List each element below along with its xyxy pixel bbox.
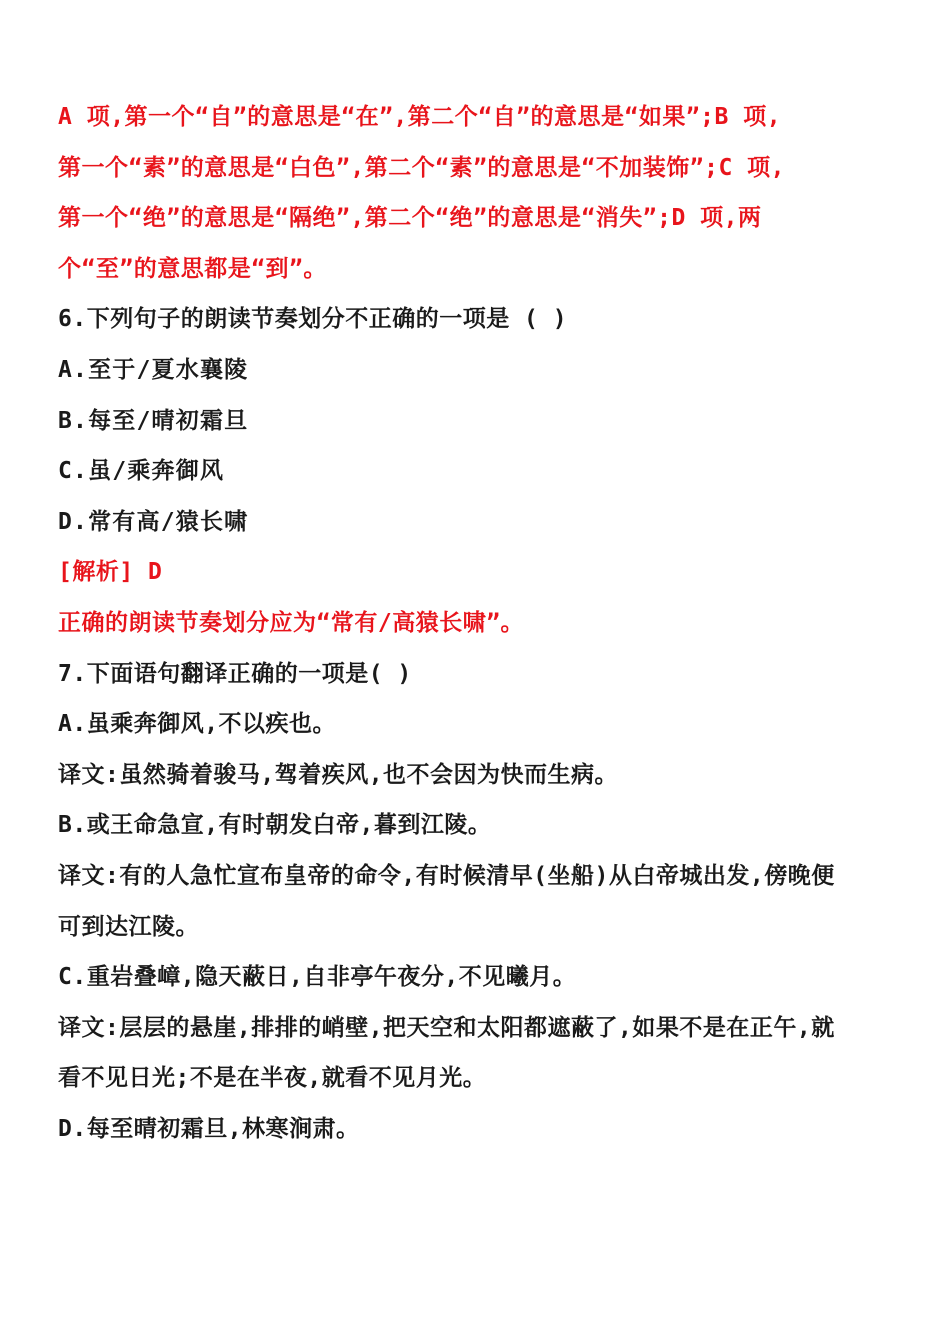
q7-option-b: B.或王命急宣,有时朝发白帝,暮到江陵。 xyxy=(58,812,492,839)
q6-analysis-text: 正确的朗读节奏划分应为“常有/高猿长啸”。 xyxy=(58,609,525,636)
q6-option-c: C.虽/乘奔御风 xyxy=(58,458,225,485)
q6-stem: 6.下列句子的朗读节奏划分不正确的一项是 ( ) xyxy=(58,306,568,333)
q5-analysis-line-2: 第一个“素”的意思是“白色”,第二个“素”的意思是“不加装饰”;C 项, xyxy=(58,154,786,181)
q5-analysis-line-3: 第一个“绝”的意思是“隔绝”,第二个“绝”的意思是“消失”;D 项,两 xyxy=(58,205,762,232)
q7-option-a-translation: 译文:虽然骑着骏马,驾着疾风,也不会因为快而生病。 xyxy=(58,761,619,788)
q7-option-c-translation-2: 看不见日光;不是在半夜,就看不见月光。 xyxy=(58,1065,487,1092)
q7-option-b-translation-2: 可到达江陵。 xyxy=(58,913,199,940)
q7-option-d: D.每至晴初霜旦,林寒涧肃。 xyxy=(58,1115,360,1142)
q6-analysis-label: [解析] D xyxy=(58,559,163,586)
q7-option-c: C.重岩叠嶂,隐天蔽日,自非亭午夜分,不见曦月。 xyxy=(58,964,577,991)
q5-analysis-line-4: 个“至”的意思都是“到”。 xyxy=(58,255,327,282)
q6-option-a: A.至于/夏水襄陵 xyxy=(58,356,249,383)
q7-option-c-translation-1: 译文:层层的悬崖,排排的峭壁,把天空和太阳都遮蔽了,如果不是在正午,就 xyxy=(58,1014,835,1041)
document-page xyxy=(58,92,898,1154)
q7-stem: 7.下面语句翻译正确的一项是( ) xyxy=(58,660,412,687)
q7-option-b-translation-1: 译文:有的人急忙宣布皇帝的命令,有时候清早(坐船)从白帝城出发,傍晚便 xyxy=(58,862,835,889)
q7-option-a: A.虽乘奔御风,不以疾也。 xyxy=(58,711,337,738)
q6-option-d: D.常有高/猿长啸 xyxy=(58,508,249,535)
q6-option-b: B.每至/晴初霜旦 xyxy=(58,407,249,434)
q5-analysis-line-1: A 项,第一个“自”的意思是“在”,第二个“自”的意思是“如果”;B 项, xyxy=(58,104,782,130)
